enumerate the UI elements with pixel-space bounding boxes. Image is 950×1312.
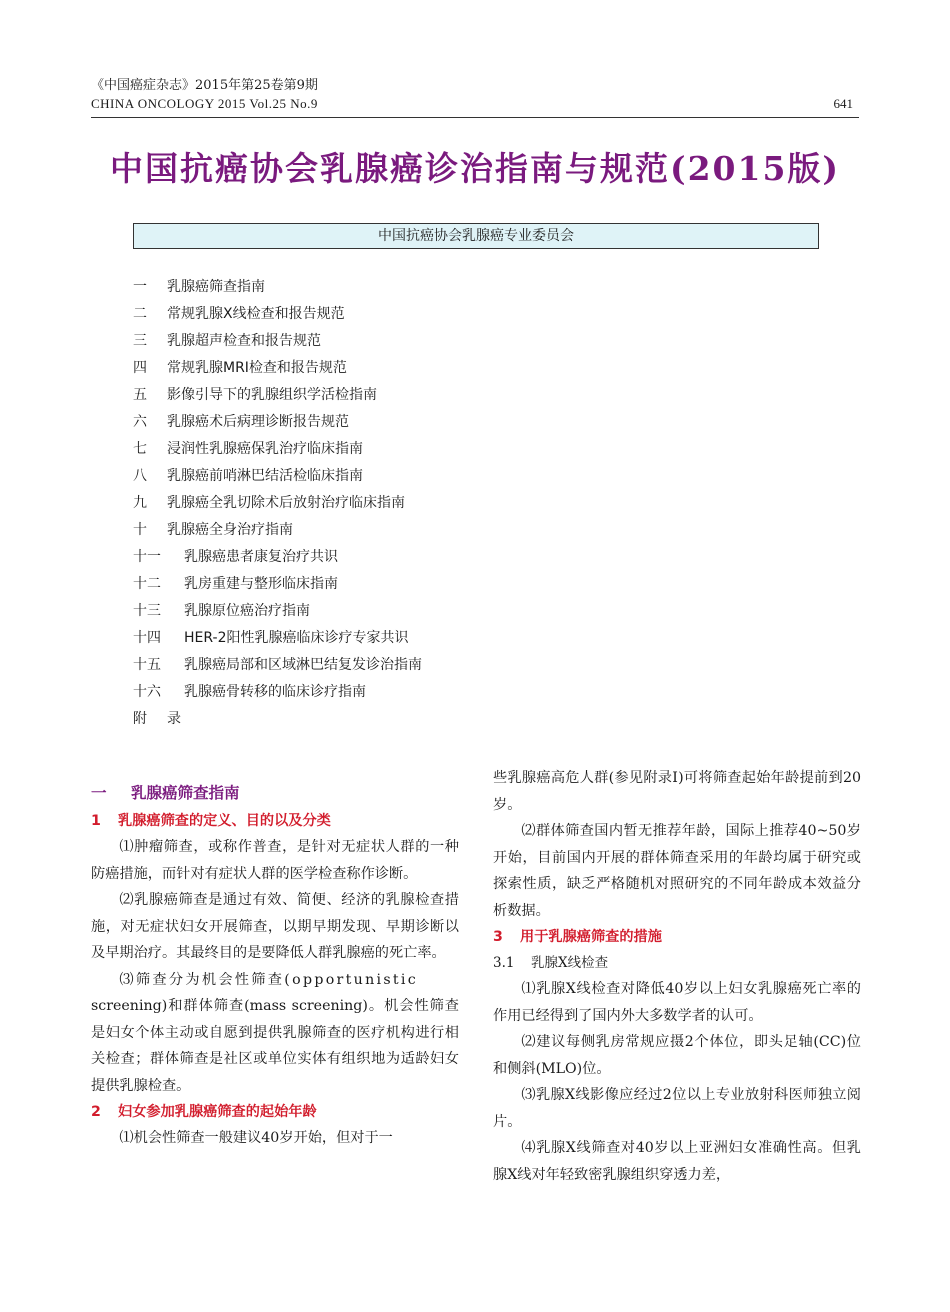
toc-item: [133, 574, 633, 601]
paragraph: ⑴机会性筛查一般建议40岁开始，但对于一: [119, 1130, 393, 1146]
toc-item-label: 乳腺癌骨转移的临床诊疗指南: [184, 684, 366, 700]
subsection-heading: [493, 924, 861, 950]
subsubsection-heading: [493, 950, 861, 976]
header-divider: [91, 117, 859, 118]
toc-item-number: 十五: [133, 657, 161, 673]
toc-item-label: 乳腺癌全乳切除术后放射治疗临床指南: [167, 495, 405, 511]
table-of-contents: [133, 277, 633, 736]
toc-item: [133, 682, 633, 709]
paragraph: ⑴乳腺X线检查对降低40岁以上妇女乳腺癌死亡率的作用已经得到了国内外大多数学者的认可。: [493, 981, 861, 1024]
toc-item-label: 乳腺癌术后病理诊断报告规范: [167, 414, 349, 430]
toc-item: [133, 385, 633, 412]
paragraph: ⑵乳腺癌筛查是通过有效、简便、经济的乳腺检查措施，对无症状妇女开展筛查，以期早期发现、早期诊断以及早期治疗。其最终目的是要降低人群乳腺癌的死亡率。: [91, 892, 459, 961]
toc-item-number: 六: [133, 414, 147, 430]
subsection-heading: [91, 808, 459, 834]
subsection-title: 用于乳腺癌筛查的措施: [520, 929, 662, 945]
subsection-number: 3: [493, 929, 503, 945]
toc-item: [133, 520, 633, 547]
toc-item-number: 七: [133, 441, 147, 457]
toc-item: [133, 304, 633, 331]
toc-item: [133, 466, 633, 493]
toc-item-number: 八: [133, 468, 147, 484]
toc-item-number: 十一: [133, 549, 161, 565]
subsection-number: 2: [91, 1104, 101, 1120]
toc-item: [133, 493, 633, 520]
toc-item-label: 乳腺癌全身治疗指南: [167, 522, 293, 538]
toc-item: [133, 628, 633, 655]
toc-item: [133, 358, 633, 385]
toc-item-label: 常规乳腺X线检查和报告规范: [167, 306, 345, 322]
toc-item-label: 录: [167, 711, 181, 727]
paragraph: ⑶筛查分为机会性筛查(opportunistic: [119, 971, 419, 988]
subsection-title: 妇女参加乳腺癌筛查的起始年龄: [118, 1104, 317, 1120]
paragraph: ⑷乳腺X线筛查对40岁以上亚洲妇女准确性高。但乳腺X线对年轻致密乳腺组织穿透力差，: [493, 1140, 861, 1183]
toc-item-number: 二: [133, 306, 147, 322]
toc-item-number: 三: [133, 333, 147, 349]
toc-item: [133, 709, 633, 736]
paragraph: ⑵建议每侧乳房常规应摄2个体位，即头足轴(CC)位和侧斜(MLO)位。: [493, 1034, 861, 1077]
toc-item: [133, 439, 633, 466]
subsubsection-title: 乳腺X线检查: [531, 955, 609, 971]
toc-item-label: 浸润性乳腺癌保乳治疗临床指南: [167, 441, 363, 457]
toc-item: [133, 547, 633, 574]
paragraph: 些乳腺癌高危人群(参见附录Ⅰ)可将筛查起始年龄提前到20岁。: [493, 770, 861, 813]
toc-item-number: 十: [133, 522, 147, 538]
subsection-title: 乳腺癌筛查的定义、目的以及分类: [118, 813, 331, 829]
toc-item-number: 五: [133, 387, 147, 403]
section-number: 一: [91, 784, 107, 802]
toc-item: [133, 277, 633, 304]
toc-item-label: 乳腺癌筛查指南: [167, 279, 265, 295]
paragraph: ⑶乳腺X线影像应经过2位以上专业放射科医师独立阅片。: [493, 1087, 861, 1130]
subsection-heading: [91, 1099, 459, 1125]
toc-item-label: 乳腺超声检查和报告规范: [167, 333, 321, 349]
toc-item-number: 十二: [133, 576, 161, 592]
journal-citation: 《中国癌症杂志》2015年第25卷第9期: [91, 78, 318, 93]
running-header: [91, 77, 859, 113]
author-box: 中国抗癌协会乳腺癌专业委员会: [133, 223, 819, 249]
paragraph: ⑴肿瘤筛查，或称作普查，是针对无症状人群的一种防癌措施，而针对有症状人群的医学检查称作诊断。: [91, 839, 459, 882]
toc-item-number: 附: [133, 711, 147, 727]
toc-item: [133, 331, 633, 358]
right-column: [493, 765, 861, 1188]
page-number: 641: [833, 96, 853, 111]
toc-item-label: HER-2阳性乳腺癌临床诊疗专家共识: [184, 630, 409, 646]
toc-item-number: 九: [133, 495, 147, 511]
section-title: 乳腺癌筛查指南: [131, 784, 240, 802]
subsection-number: 1: [91, 813, 101, 829]
journal-volume: CHINA ONCOLOGY 2015 Vol.25 No.9: [91, 96, 318, 111]
article-title: 中国抗癌协会乳腺癌诊治指南与规范(2015版): [109, 149, 841, 188]
toc-item-label: 乳腺癌前哨淋巴结活检临床指南: [167, 468, 363, 484]
toc-item-number: 四: [133, 360, 147, 376]
toc-item-number: 十三: [133, 603, 161, 619]
toc-item-number: 十四: [133, 630, 161, 646]
toc-item-label: 乳腺原位癌治疗指南: [184, 603, 310, 619]
paragraph: ⑵群体筛查国内暂无推荐年龄，国际上推荐40~50岁开始，目前国内开展的群体筛查采用的年龄均属于研究或探索性质，缺乏严格随机对照研究的不同年龄成本效益分析数据。: [493, 823, 861, 919]
toc-item-label: 常规乳腺MRI检查和报告规范: [167, 360, 347, 376]
toc-item-label: 乳房重建与整形临床指南: [184, 576, 338, 592]
toc-item-label: 影像引导下的乳腺组织学活检指南: [167, 387, 377, 403]
toc-item-number: 一: [133, 279, 147, 295]
left-column: [91, 781, 459, 1152]
toc-item: [133, 412, 633, 439]
toc-item-number: 十六: [133, 684, 161, 700]
section-heading: [91, 781, 459, 805]
toc-item-label: 乳腺癌局部和区域淋巴结复发诊治指南: [184, 657, 422, 673]
subsubsection-number: 3.1: [493, 955, 515, 971]
paragraph: screening)和群体筛查(mass screening)。机会性筛查是妇女个体主动或自愿到提供乳腺筛查的医疗机构进行相关检查；群体筛查是社区或单位实体有组织地为适龄妇女提供乳腺检查。: [91, 998, 459, 1094]
toc-item: [133, 655, 633, 682]
toc-item: [133, 601, 633, 628]
toc-item-label: 乳腺癌患者康复治疗共识: [184, 549, 338, 565]
